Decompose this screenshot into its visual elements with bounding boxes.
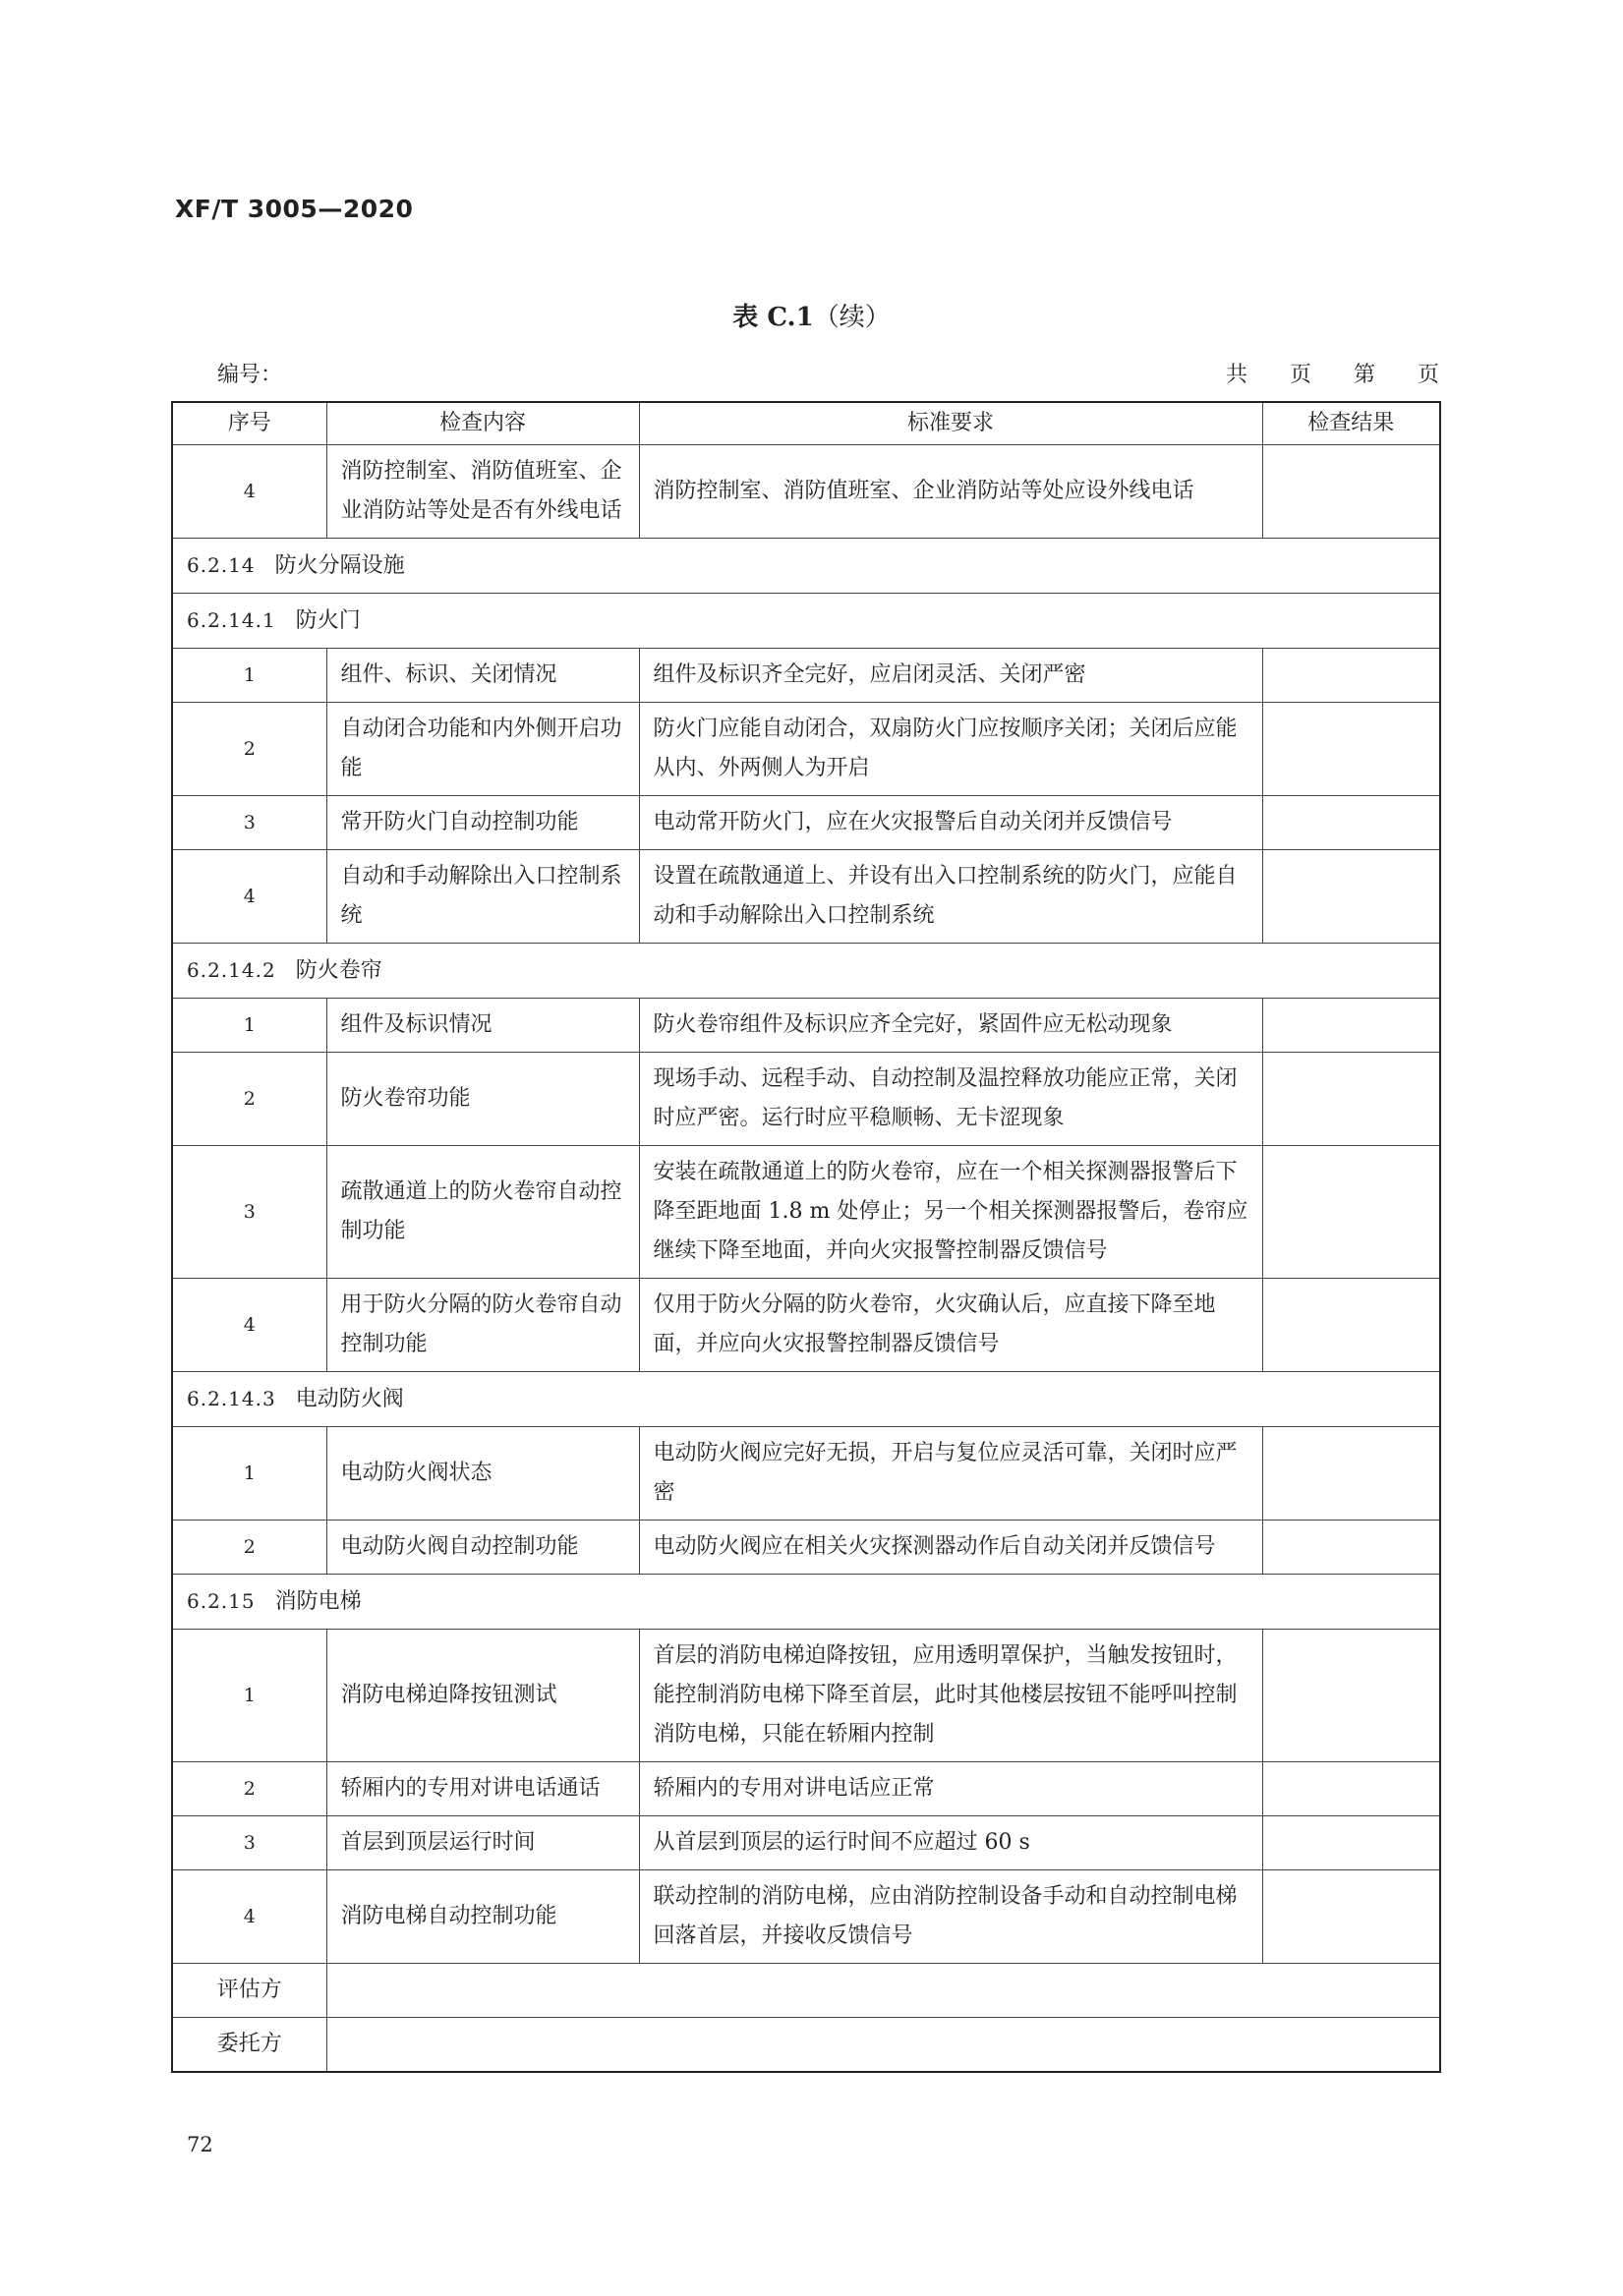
item-result	[1262, 999, 1440, 1053]
item-result	[1262, 1762, 1440, 1816]
item-requirement: 电动常开防火门，应在火灾报警后自动关闭并反馈信号	[639, 796, 1262, 850]
item-content: 电动防火阀状态	[326, 1427, 639, 1521]
item-content: 常开防火门自动控制功能	[326, 796, 639, 850]
item-requirement: 首层的消防电梯迫降按钮，应用透明罩保护，当触发按钮时，能控制消防电梯下降至首层，此时其他楼层按钮不能呼叫控制消防电梯，只能在轿厢内控制	[639, 1630, 1262, 1762]
item-requirement: 消防控制室、消防值班室、企业消防站等处应设外线电话	[639, 445, 1262, 539]
signature-row	[172, 2018, 1440, 2073]
item-requirement: 电动防火阀应在相关火灾探测器动作后自动关闭并反馈信号	[639, 1521, 1262, 1575]
table-row	[172, 1146, 1440, 1279]
section-heading	[172, 594, 1440, 649]
total-label: 共	[1225, 363, 1247, 387]
table-row	[172, 703, 1440, 796]
item-result	[1262, 850, 1440, 944]
item-content: 电动防火阀自动控制功能	[326, 1521, 639, 1575]
item-number: 2	[172, 1521, 326, 1575]
item-number: 4	[172, 445, 326, 539]
item-result	[1262, 1870, 1440, 1964]
item-requirement: 轿厢内的专用对讲电话应正常	[639, 1762, 1262, 1816]
document-code: XF/T 3005—2020	[175, 195, 414, 223]
item-number: 3	[172, 1146, 326, 1279]
table-row	[172, 649, 1440, 703]
section-row	[172, 539, 1440, 594]
item-content: 轿厢内的专用对讲电话通话	[326, 1762, 639, 1816]
inspection-table	[171, 401, 1441, 2073]
col-header-no: 序号	[172, 402, 326, 445]
section-title: 防火分隔设施	[274, 553, 405, 578]
table-row	[172, 1427, 1440, 1521]
table-row	[172, 1630, 1440, 1762]
section-number: 6.2.14	[187, 553, 256, 577]
table-body	[172, 445, 1440, 1964]
table-row	[172, 796, 1440, 850]
item-number: 4	[172, 850, 326, 944]
item-content: 用于防火分隔的防火卷帘自动控制功能	[326, 1279, 639, 1372]
section-title: 防火卷帘	[295, 958, 382, 983]
item-requirement: 安装在疏散通道上的防火卷帘，应在一个相关探测器报警后下降至距地面 1.8 m 处停止；另一个相关探测器报警后，卷帘应继续下降至地面，并向火灾报警控制器反馈信号	[639, 1146, 1262, 1279]
signature-rows	[172, 1964, 1440, 2073]
page-number: 72	[187, 2133, 213, 2156]
item-content: 消防电梯迫降按钮测试	[326, 1630, 639, 1762]
section-title: 防火门	[295, 608, 361, 633]
signature-field	[326, 1964, 1440, 2018]
table-row	[172, 1816, 1440, 1870]
signature-label: 委托方	[172, 2018, 326, 2073]
signature-field	[326, 2018, 1440, 2073]
col-header-result: 检查结果	[1262, 402, 1440, 445]
table-title-suffix: （续）	[813, 303, 891, 332]
section-title: 电动防火阀	[295, 1387, 404, 1411]
section-title: 消防电梯	[274, 1589, 362, 1614]
item-requirement: 现场手动、远程手动、自动控制及温控释放功能应正常，关闭时应严密。运行时应平稳顺畅、无卡涩现象	[639, 1053, 1262, 1146]
page-label-2: 页	[1417, 363, 1439, 387]
item-result	[1262, 649, 1440, 703]
item-number: 2	[172, 1762, 326, 1816]
item-number: 2	[172, 1053, 326, 1146]
table-meta-row	[217, 358, 1439, 388]
item-requirement: 设置在疏散通道上、并设有出入口控制系统的防火门，应能自动和手动解除出入口控制系统	[639, 850, 1262, 944]
item-number: 1	[172, 999, 326, 1053]
item-result	[1262, 1053, 1440, 1146]
item-result	[1262, 1279, 1440, 1372]
table-row	[172, 1053, 1440, 1146]
table-row	[172, 1521, 1440, 1575]
section-number: 6.2.15	[187, 1589, 256, 1613]
item-number: 3	[172, 1816, 326, 1870]
item-content: 自动闭合功能和内外侧开启功能	[326, 703, 639, 796]
table-row	[172, 999, 1440, 1053]
section-row	[172, 1372, 1440, 1427]
page-label: 页	[1289, 363, 1311, 387]
section-heading	[172, 1372, 1440, 1427]
item-result	[1262, 445, 1440, 539]
item-result	[1262, 703, 1440, 796]
number-label: 编号：	[217, 363, 283, 387]
table-row	[172, 445, 1440, 539]
item-number: 1	[172, 649, 326, 703]
item-number: 1	[172, 1630, 326, 1762]
table-header-row	[172, 402, 1440, 445]
col-header-content: 检查内容	[326, 402, 639, 445]
item-requirement: 电动防火阀应完好无损，开启与复位应灵活可靠，关闭时应严密	[639, 1427, 1262, 1521]
item-number: 3	[172, 796, 326, 850]
section-heading	[172, 1575, 1440, 1630]
item-content: 首层到顶层运行时间	[326, 1816, 639, 1870]
table-row	[172, 1870, 1440, 1964]
col-header-requirement: 标准要求	[639, 402, 1262, 445]
item-content: 消防电梯自动控制功能	[326, 1870, 639, 1964]
item-number: 4	[172, 1870, 326, 1964]
item-requirement: 联动控制的消防电梯，应由消防控制设备手动和自动控制电梯回落首层，并接收反馈信号	[639, 1870, 1262, 1964]
item-requirement: 从首层到顶层的运行时间不应超过 60 s	[639, 1816, 1262, 1870]
item-content: 疏散通道上的防火卷帘自动控制功能	[326, 1146, 639, 1279]
section-number: 6.2.14.1	[187, 608, 276, 632]
item-content: 组件及标识情况	[326, 999, 639, 1053]
signature-row	[172, 1964, 1440, 2018]
nth-label: 第	[1353, 363, 1375, 387]
table-row	[172, 1762, 1440, 1816]
item-content: 防火卷帘功能	[326, 1053, 639, 1146]
section-heading	[172, 539, 1440, 594]
page-count	[1184, 358, 1439, 388]
table-title-label: 表 C.1	[732, 303, 814, 332]
table-title	[0, 297, 1623, 333]
item-requirement: 组件及标识齐全完好，应启闭灵活、关闭严密	[639, 649, 1262, 703]
item-requirement: 仅用于防火分隔的防火卷帘，火灾确认后，应直接下降至地面，并应向火灾报警控制器反馈信号	[639, 1279, 1262, 1372]
item-content: 组件、标识、关闭情况	[326, 649, 639, 703]
section-number: 6.2.14.3	[187, 1387, 276, 1410]
signature-label: 评估方	[172, 1964, 326, 2018]
section-heading	[172, 944, 1440, 999]
item-result	[1262, 1427, 1440, 1521]
item-content: 消防控制室、消防值班室、企业消防站等处是否有外线电话	[326, 445, 639, 539]
section-number: 6.2.14.2	[187, 958, 276, 982]
item-number: 2	[172, 703, 326, 796]
section-row	[172, 1575, 1440, 1630]
item-result	[1262, 1146, 1440, 1279]
item-number: 4	[172, 1279, 326, 1372]
item-result	[1262, 796, 1440, 850]
item-requirement: 防火门应能自动闭合，双扇防火门应按顺序关闭；关闭后应能从内、外两侧人为开启	[639, 703, 1262, 796]
item-result	[1262, 1521, 1440, 1575]
item-content: 自动和手动解除出入口控制系统	[326, 850, 639, 944]
table-row	[172, 850, 1440, 944]
item-requirement: 防火卷帘组件及标识应齐全完好，紧固件应无松动现象	[639, 999, 1262, 1053]
section-row	[172, 944, 1440, 999]
table-row	[172, 1279, 1440, 1372]
item-result	[1262, 1816, 1440, 1870]
section-row	[172, 594, 1440, 649]
item-number: 1	[172, 1427, 326, 1521]
item-result	[1262, 1630, 1440, 1762]
